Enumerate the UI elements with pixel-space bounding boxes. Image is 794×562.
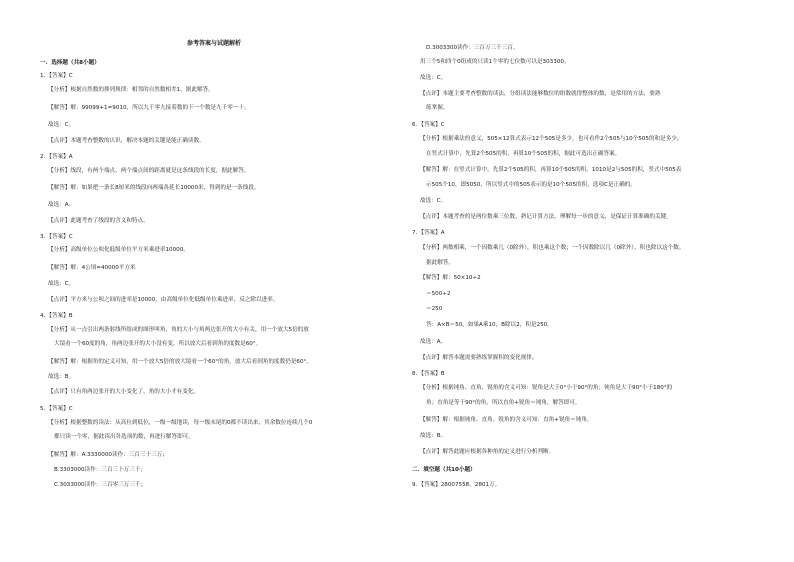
q5-cont-comment-2: 练掌握。 — [426, 105, 449, 111]
q7-comment: 【点评】解答本题需要熟练掌握积的变化规律。 — [420, 355, 538, 361]
q1-comment: 【点评】本题考查整数的认识，解决本题的关键是能正确读数。 — [48, 138, 205, 144]
q8-answer: 8．【答案】B — [412, 371, 445, 377]
q2-answer: 2．【答案】A — [40, 154, 73, 160]
q8-choose: 故选：B。 — [420, 433, 447, 439]
q5-solution-2: B.3303000读作：三百三十万三千； — [54, 467, 147, 473]
q6-solution-2: 示505个10，即5050，所以竖式中的505表示的是10个505的积，选项C是正确的。 — [426, 182, 636, 188]
q8-analysis-1: 【分析】根据钝角、直角、锐角的含义可知：锐角是大于0°小于90°的角；钝角是大于90°小于180°的 — [420, 385, 673, 391]
q5-solution-1: 【解答】解：A.3330000读作：三百三十三万； — [48, 452, 168, 458]
q6-comment: 【点评】本题考查的是两位数乘三位数，熟记计算方法，理解每一步的意义，是保证计算准确的关键。 — [420, 214, 672, 220]
q5-cont-line2: 用三个5和四个0组成的只读1个零的七位数可以是303300。 — [420, 59, 570, 65]
q2-choose: 故选：A。 — [48, 202, 75, 208]
q5-cont-comment-1: 【点评】本题主要考查整数的读法，分组读法能够数位的组数就得整体的数，是常用的方法，要熟 — [420, 91, 661, 97]
q8-comment: 【点评】解答此题应根据各种角的定义进行分析判断。 — [420, 449, 555, 455]
q2-comment: 【点评】此题考查了线段的含义和特点。 — [48, 218, 149, 224]
q7-solution-3: ＝250 — [426, 306, 443, 312]
q7-solution-1: 【解答】解：50×10÷2 — [420, 275, 481, 281]
q4-answer: 4．【答案】B — [40, 313, 73, 319]
q1-analysis: 【分析】根据自然数的排列规律：相邻的自然数相差1，据此解答。 — [48, 87, 214, 93]
q1-choose: 故选：C。 — [48, 122, 75, 128]
q8-solution: 【解答】解：根据钝角、直角、锐角的含义可知：直角+锐角＝钝角。 — [420, 417, 593, 423]
q5-analysis-2: 都只读一个零，据此读出各选项的数，再进行解答即可。 — [54, 434, 194, 440]
q6-choose: 故选：C。 — [420, 198, 447, 204]
q4-analysis-1: 【分析】从一点引出两条射线所组成的图形叫角，角的大小与角两边张开的大小有关，用一个放大5倍的放 — [48, 327, 309, 333]
q6-answer: 6．【答案】C — [412, 122, 445, 128]
q2-solution: 【解答】解：如果把一条长8厘米的线段向两端各延长10000米，得到的是一条线段。 — [48, 185, 260, 191]
q6-analysis-2: 在竖式计算中，先算2个505的积，再算10个505的积，据此可选出正确答案。 — [426, 151, 621, 157]
q7-answer: 7．【答案】A — [412, 230, 445, 236]
q4-choose: 故选：B。 — [48, 374, 75, 380]
q3-choose: 故选：C。 — [48, 281, 75, 287]
q4-comment: 【点评】只有角两边张开的大小变化了，角的大小才有变化。 — [48, 389, 200, 395]
section-heading: 一．选择题（共8小题） — [40, 60, 100, 66]
q7-solution-2: ＝500÷2 — [426, 291, 451, 297]
q6-solution-1: 【解答】解：在竖式计算中，先算2个505的积，再算10个505的积，1010是2与505的积，竖式中505表 — [420, 167, 682, 173]
q5-cont-line1: D.3003300读作：三百万三千三百。 — [426, 45, 519, 51]
q9-answer: 9．【答案】28007558，2801万。 — [412, 482, 501, 488]
page-title: 参考答案与试题解析 — [187, 40, 242, 47]
q7-analysis-1: 【分析】两数相乘，一个因数乘几（0除外），积也乘这个数；一个因数除以几（0除外），积也除以这个数。 — [420, 245, 685, 251]
q7-analysis-2: 据此解答。 — [426, 260, 454, 266]
q3-solution: 【解答】解：4公顷=40000平方米 — [48, 265, 136, 271]
q1-solution: 【解答】解：99099+1=9010，所以九千零九接着数的下一个数是九千零一十。 — [48, 105, 250, 111]
q3-answer: 3．【答案】C — [40, 234, 73, 240]
q5-cont-choose: 故选：C。 — [420, 75, 447, 81]
q5-answer: 5．【答案】C — [40, 406, 73, 412]
q5-analysis-1: 【分析】根据整数的读法：从高位到低位，一级一级地读，每一级末尾的0都不读出来，其余数位连续几个0 — [48, 420, 313, 426]
q8-analysis-2: 角；直角是等于90°的角，所以直角+锐角＝钝角，解答即可。 — [426, 400, 581, 406]
section-heading: 二．填空题（共10小题） — [412, 467, 476, 473]
q3-analysis: 【分析】高级单位公顷化低级单位平方米乘进率10000。 — [48, 247, 189, 253]
q7-choose: 故选：A。 — [420, 339, 447, 345]
q1-answer: 1．【答案】C — [40, 73, 73, 79]
q7-solution-4: 答：A×B＝50，如果A乘10，B除以2，积是250。 — [426, 322, 553, 328]
q2-analysis: 【分析】线段，有两个端点，两个端点间的距离就是这条线段的长度，据此解答。 — [48, 168, 250, 174]
q5-solution-3: C.3033000读作：三百零三万三千； — [54, 482, 147, 488]
q4-solution: 【解答】解：根据角的定义可知，用一个放大5倍的放大镜看一个60°的角，放大后看到角的度数仍是60°。 — [48, 359, 312, 365]
q4-analysis-2: 大镜看一个60度的角，角两边张开的大小没有变，所以放大后看到角的度数是60°。 — [54, 341, 262, 347]
q3-comment: 【点评】平方米与公顷之间的进率是10000，由高级单位化低级单位乘进率，反之除以进率。 — [48, 297, 279, 303]
q6-analysis-1: 【分析】根据乘法的意义，505×12算式表示12个505是多少，也可看作2个505与10个505的和是多少， — [420, 136, 683, 142]
